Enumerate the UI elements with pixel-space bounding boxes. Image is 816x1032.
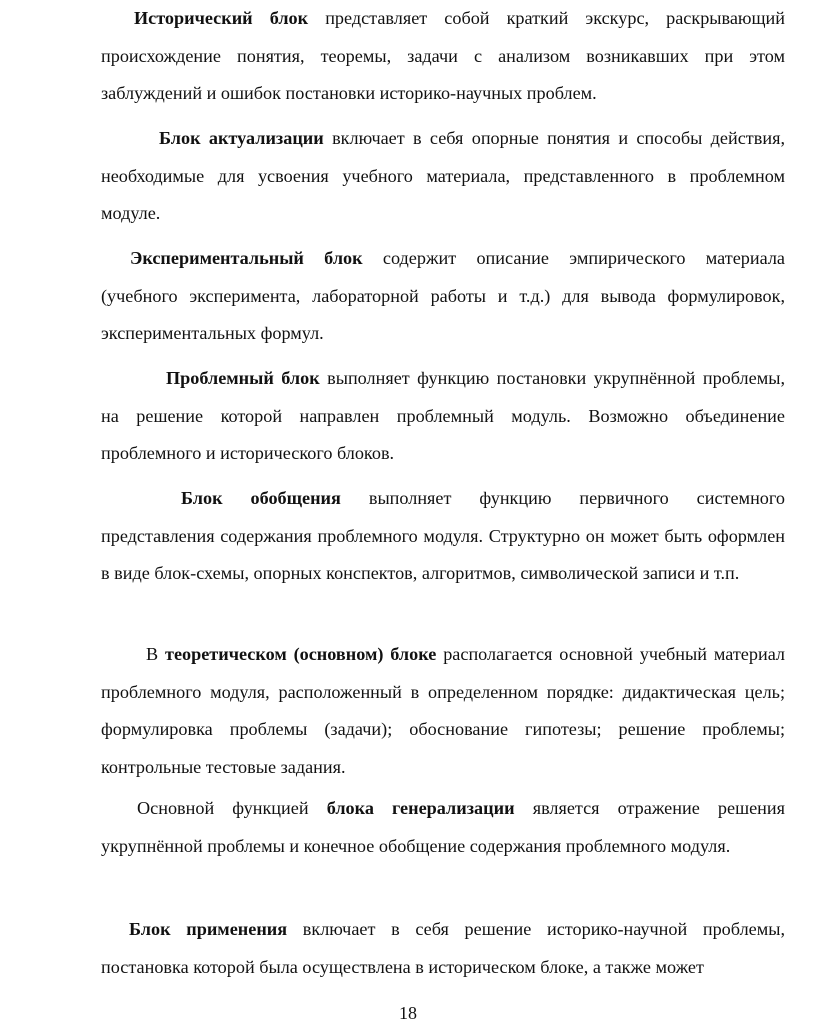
paragraph-term: Проблемный блок xyxy=(166,368,320,388)
paragraph-term: Блок актуализации xyxy=(159,128,324,148)
paragraph-experimental-block xyxy=(101,240,785,353)
paragraph-body: представляет собой краткий экскурс, раскрывающий происхождение понятия, теоремы, задачи с анализом возникавших при этом заблуждений и ошибок постановки историко-научных проблем. xyxy=(101,8,785,103)
paragraph-generalization-summary-block xyxy=(101,480,785,593)
paragraph-term: Блок применения xyxy=(129,919,288,939)
paragraph-term: блока генерализации xyxy=(326,798,515,818)
paragraph-lead: В xyxy=(146,644,166,664)
page-number: 18 xyxy=(399,1003,417,1023)
paragraph-historical-block xyxy=(101,0,785,113)
paragraph-term: Экспериментальный блок xyxy=(130,248,363,268)
paragraph-term: теоретическом (основном) блоке xyxy=(165,644,437,664)
paragraph-body: является отражение решения укрупнённой проблемы и конечное обобщение содержания проблемного модуля. xyxy=(101,798,785,856)
paragraph-theoretical-block xyxy=(101,636,785,786)
paragraph-body: содержит описание эмпирического материала (учебного эксперимента, лабораторной работы и т.д.) для вывода формулировок, экспериментальных формул. xyxy=(101,248,785,343)
paragraph-body: включает в себя решение историко-научной проблемы, постановка которой была осуществлена в историческом блоке, а также может xyxy=(101,919,785,977)
paragraph-generalization-block xyxy=(101,790,785,865)
paragraph-lead: Основной функцией xyxy=(137,798,327,818)
paragraph-problem-block xyxy=(101,360,785,473)
paragraph-body: располагается основной учебный материал проблемного модуля, расположенный в определенном порядке: дидактическая цель; формулировка проблемы (задачи); обоснование гипотезы; решение проблемы; контрольные тестовые задания. xyxy=(101,644,786,777)
paragraph-body: выполняет функцию первичного системного представления содержания проблемного модуля. Структурно он может быть оформлен в виде блок-схемы, опорных конспектов, алгоритмов, символической записи и т.п. xyxy=(101,488,785,583)
paragraph-term: Исторический блок xyxy=(134,8,309,28)
paragraph-application-block xyxy=(101,911,785,986)
paragraph-term: Блок обобщения xyxy=(181,488,341,508)
paragraph-body: включает в себя опорные понятия и способы действия, необходимые для усвоения учебного материала, представленного в проблемном модуле. xyxy=(101,128,785,223)
paragraph-body: выполняет функцию постановки укрупнённой проблемы, на решение которой направлен проблемный модуль. Возможно объединение проблемного и исторического блоков. xyxy=(101,368,785,463)
paragraph-actualization-block xyxy=(101,120,785,233)
